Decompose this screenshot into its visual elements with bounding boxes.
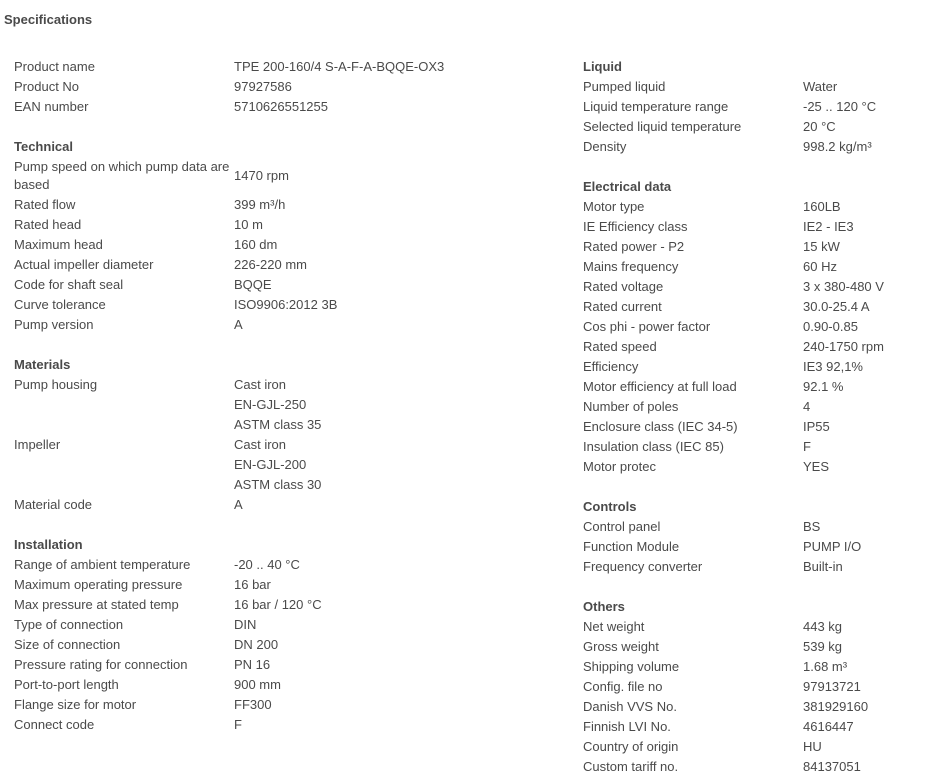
spec-label: Number of poles — [583, 399, 679, 414]
spec-value: 97913721 — [803, 679, 861, 694]
spec-label: Selected liquid temperature — [583, 119, 742, 134]
spec-value: 1470 rpm — [234, 168, 289, 183]
spec-label: Motor protec — [583, 459, 656, 474]
spec-row — [583, 537, 913, 557]
spec-label: Impeller — [14, 437, 61, 452]
spec-label: Curve tolerance — [14, 297, 106, 312]
spec-value: DIN — [234, 617, 257, 632]
spec-label: Custom tariff no. — [583, 759, 679, 774]
spec-row — [14, 475, 559, 495]
spec-row — [583, 717, 913, 737]
spec-value: 399 m³/h — [234, 197, 286, 212]
spec-value: 226-220 mm — [234, 257, 307, 272]
spec-value: 16 bar / 120 °C — [234, 597, 322, 612]
spec-label: Efficiency — [583, 359, 639, 374]
spec-label: Gross weight — [583, 639, 659, 654]
spec-row — [583, 517, 913, 537]
spec-value: IE2 - IE3 — [803, 219, 854, 234]
spec-row — [583, 417, 913, 437]
spec-value: IE3 92,1% — [803, 359, 863, 374]
spec-row — [14, 655, 559, 675]
left-spec-column — [14, 57, 559, 735]
spec-section — [583, 177, 913, 477]
spec-row — [14, 635, 559, 655]
spec-value: BQQE — [234, 277, 272, 292]
spec-row — [14, 97, 559, 117]
spec-label: Maximum head — [14, 237, 103, 252]
spec-label: Net weight — [583, 619, 645, 634]
spec-label: Rated voltage — [583, 279, 664, 294]
spec-value: 20 °C — [803, 119, 836, 134]
spec-row — [583, 297, 913, 317]
section-title: Materials — [14, 357, 71, 372]
spec-label: Function Module — [583, 539, 680, 554]
spec-row — [14, 495, 559, 515]
spec-value: HU — [803, 739, 822, 754]
spec-label: Connect code — [14, 717, 95, 732]
spec-label: Code for shaft seal — [14, 277, 124, 292]
spec-label: Product name — [14, 59, 95, 74]
spec-label: Config. file no — [583, 679, 663, 694]
spec-value: Built-in — [803, 559, 843, 574]
spec-value: 4616447 — [803, 719, 854, 734]
spec-label: Shipping volume — [583, 659, 680, 674]
spec-row — [583, 337, 913, 357]
section-title: Technical — [14, 139, 74, 154]
spec-label: Actual impeller diameter — [14, 257, 154, 272]
spec-label: Range of ambient temperature — [14, 557, 191, 572]
spec-row — [14, 715, 559, 735]
spec-row — [14, 695, 559, 715]
spec-label: Size of connection — [14, 637, 121, 652]
spec-value: 5710626551255 — [234, 99, 328, 114]
section-title: Others — [583, 599, 625, 614]
spec-row — [14, 157, 559, 195]
spec-label: Insulation class (IEC 85) — [583, 439, 724, 454]
spec-label: Motor efficiency at full load — [583, 379, 737, 394]
section-title: Installation — [14, 537, 83, 552]
right-spec-column — [583, 57, 913, 777]
spec-value: 30.0-25.4 A — [803, 299, 870, 314]
spec-value: PUMP I/O — [803, 539, 862, 554]
spec-label: IE Efficiency class — [583, 219, 688, 234]
spec-value: BS — [803, 519, 821, 534]
spec-value: A — [234, 317, 243, 332]
spec-row — [14, 395, 559, 415]
spec-value: ASTM class 30 — [234, 477, 322, 492]
spec-row — [583, 657, 913, 677]
spec-row — [583, 617, 913, 637]
spec-label: Rated flow — [14, 197, 76, 212]
spec-label: Rated speed — [583, 339, 657, 354]
spec-value: YES — [803, 459, 830, 474]
spec-section — [583, 597, 913, 777]
spec-value: A — [234, 497, 243, 512]
spec-value: 1.68 m³ — [803, 659, 848, 674]
section-title: Electrical data — [583, 179, 672, 194]
spec-label: Flange size for motor — [14, 697, 137, 712]
spec-value: 15 kW — [803, 239, 840, 254]
spec-section — [14, 137, 559, 335]
spec-label: Material code — [14, 497, 93, 512]
spec-label: Pump version — [14, 317, 94, 332]
spec-row — [583, 677, 913, 697]
spec-value: -20 .. 40 °C — [234, 557, 300, 572]
spec-value: 4 — [803, 399, 811, 414]
spec-value: 443 kg — [803, 619, 843, 634]
spec-row — [583, 397, 913, 417]
spec-label — [14, 475, 234, 495]
spec-row — [14, 435, 559, 455]
spec-value: 900 mm — [234, 677, 281, 692]
spec-row — [583, 317, 913, 337]
spec-label: Control panel — [583, 519, 661, 534]
spec-label: Mains frequency — [583, 259, 679, 274]
spec-label: Pump housing — [14, 377, 98, 392]
spec-row — [583, 697, 913, 717]
spec-value: 240-1750 rpm — [803, 339, 884, 354]
spec-value: 60 Hz — [803, 259, 837, 274]
spec-row — [14, 295, 559, 315]
spec-row — [583, 277, 913, 297]
spec-row — [14, 375, 559, 395]
spec-label: Enclosure class (IEC 34-5) — [583, 419, 738, 434]
section-title: Controls — [583, 499, 637, 514]
spec-label — [14, 395, 234, 415]
spec-label: Finnish LVI No. — [583, 719, 671, 734]
spec-label: Product No — [14, 79, 80, 94]
spec-label: Country of origin — [583, 739, 679, 754]
spec-label: EAN number — [14, 99, 89, 114]
spec-label: Danish VVS No. — [583, 699, 677, 714]
spec-label: Density — [583, 139, 627, 154]
spec-row — [14, 615, 559, 635]
spec-value: F — [803, 439, 811, 454]
spec-row — [14, 195, 559, 215]
spec-label: Liquid temperature range — [583, 99, 729, 114]
spec-section — [14, 535, 559, 735]
spec-label: Maximum operating pressure — [14, 577, 183, 592]
spec-label: Pumped liquid — [583, 79, 666, 94]
spec-value: FF300 — [234, 697, 272, 712]
spec-label — [14, 455, 234, 475]
spec-label: Type of connection — [14, 617, 124, 632]
spec-row — [583, 637, 913, 657]
spec-row — [14, 77, 559, 97]
spec-section — [14, 57, 559, 117]
spec-row — [583, 437, 913, 457]
spec-label: Cos phi - power factor — [583, 319, 711, 334]
spec-value: EN-GJL-200 — [234, 457, 307, 472]
spec-row — [583, 197, 913, 217]
spec-row — [583, 237, 913, 257]
spec-row — [583, 217, 913, 237]
spec-row — [14, 235, 559, 255]
spec-value: Water — [803, 79, 838, 94]
spec-value: PN 16 — [234, 657, 271, 672]
spec-row — [583, 257, 913, 277]
spec-value: 3 x 380-480 V — [803, 279, 884, 294]
spec-label: Port-to-port length — [14, 677, 119, 692]
spec-value: 84137051 — [803, 759, 861, 774]
spec-row — [14, 575, 559, 595]
spec-value: Cast iron — [234, 437, 287, 452]
spec-value: -25 .. 120 °C — [803, 99, 877, 114]
spec-label — [14, 415, 234, 435]
page-title: Specifications — [4, 12, 93, 27]
spec-value: EN-GJL-250 — [234, 397, 307, 412]
spec-row — [583, 117, 913, 137]
spec-value: 10 m — [234, 217, 263, 232]
spec-row — [583, 757, 913, 777]
spec-row — [583, 97, 913, 117]
spec-value: TPE 200-160/4 S-A-F-A-BQQE-OX3 — [234, 59, 445, 74]
spec-label: Frequency converter — [583, 559, 703, 574]
spec-row — [14, 315, 559, 335]
spec-row — [14, 275, 559, 295]
spec-label: Rated head — [14, 217, 82, 232]
spec-label: Rated current — [583, 299, 662, 314]
spec-row — [14, 555, 559, 575]
spec-label: Pressure rating for connection — [14, 657, 188, 672]
spec-section — [14, 355, 559, 515]
spec-row — [583, 737, 913, 757]
spec-value: 160LB — [803, 199, 841, 214]
spec-value: Cast iron — [234, 377, 287, 392]
spec-row — [14, 675, 559, 695]
spec-label: Max pressure at stated temp — [14, 597, 179, 612]
spec-row — [583, 377, 913, 397]
spec-row — [583, 457, 913, 477]
spec-row — [583, 137, 913, 157]
spec-row — [14, 595, 559, 615]
spec-label: Motor type — [583, 199, 645, 214]
spec-row — [14, 215, 559, 235]
spec-value: 16 bar — [234, 577, 271, 592]
spec-section — [583, 57, 913, 157]
spec-value: 539 kg — [803, 639, 843, 654]
spec-row — [583, 357, 913, 377]
spec-row — [583, 557, 913, 577]
spec-value: 381929160 — [803, 699, 869, 714]
spec-row — [583, 77, 913, 97]
spec-value: 0.90-0.85 — [803, 319, 858, 334]
spec-section — [583, 497, 913, 577]
spec-value: ASTM class 35 — [234, 417, 322, 432]
spec-value: 92.1 % — [803, 379, 844, 394]
spec-value: IP55 — [803, 419, 830, 434]
spec-value: DN 200 — [234, 637, 279, 652]
section-title: Liquid — [583, 59, 622, 74]
spec-value: 160 dm — [234, 237, 278, 252]
spec-label: Rated power - P2 — [583, 239, 685, 254]
spec-value: 998.2 kg/m³ — [803, 139, 872, 154]
spec-row — [14, 57, 559, 77]
spec-value: F — [234, 717, 242, 732]
spec-row — [14, 415, 559, 435]
spec-value: 97927586 — [234, 79, 292, 94]
spec-row — [14, 455, 559, 475]
spec-value: ISO9906:2012 3B — [234, 297, 338, 312]
spec-label: Pump speed on which pump data are based — [14, 159, 230, 192]
spec-row — [14, 255, 559, 275]
